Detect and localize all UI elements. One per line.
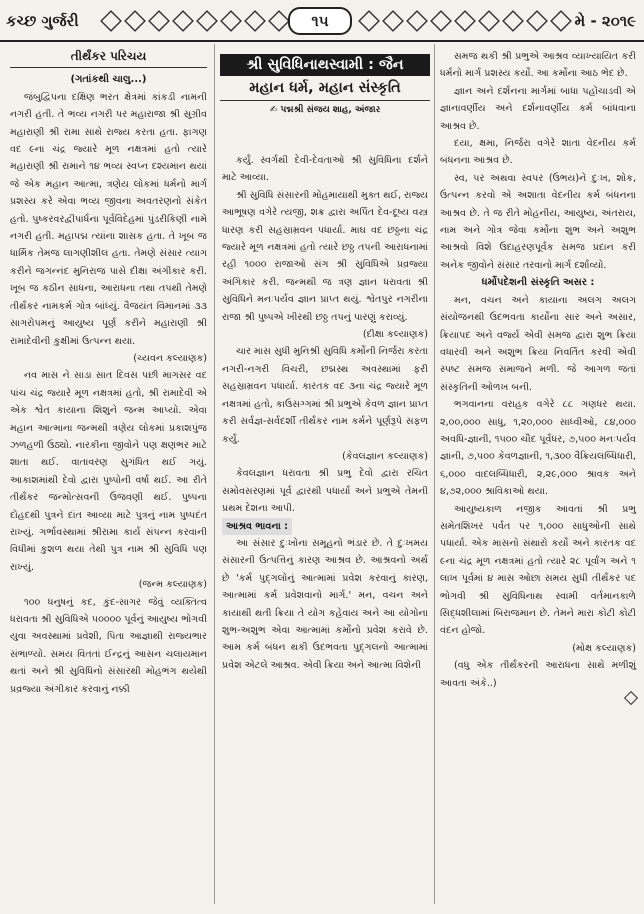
paragraph: સમજ થકી શ્રી પ્રભુએ આશ્રવ વ્યાખ્યાયિત કરી ધર્મનો માર્ગ પ્રશસ્ય કર્યો. આ કર્મોના આઠ ભેદ છે.	[440, 51, 636, 80]
paragraph: ભગવાનના વરાહક વગેરે ૮૮ ગણધર થયા. ૨,૦૦,૦૦૦ સાધુ, ૧,૨૦,૦૦૦ સાધ્વીઓ, ૮૪,૦૦૦ અવધિ-જ્ઞાની, ૧૫૦૦ ચૌદ પૂર્વધર, ૭,૫૦૦ મનઃપર્યવ જ્ઞાની, ૭,૫૦૦ કેવળજ્ઞાની, ૧,૩૦૦ વૈક્રિયલબ્ધિધારી, ૬,૦૦૦ વાદલબ્ધિધારી, ૨,૨૯,૦૦૦ શ્રાવક અને ૪,૭૨,૦૦૦ શ્રાવિકાઓ થયા.	[440, 399, 636, 498]
paragraph: નવ માસ ને સાડા સાત દિવસ પછી માગસર વદ પાંચ ચંદ્ર જ્યારે મૂળ નક્ષત્રમાં હતો, શ્રી રામાદેવી એ એક શ્વેત કાયાના શિશુને જન્મ આપ્યો. એવા મહાન આત્માના જન્મથી ત્રણેય લોકમાં પ્રકાશપુંજ ઝળહળી ઉઠ્યો. નારકીના જીવોને પણ ક્ષણભર માટે શાતા થઈ. વાતાવરણ સુગંધિત થઈ ગયું. આકાશમાંથી દેવો દ્વારા પુષ્પોની વર્ષા થઈ. આ રીતે તીર્થંકર જન્મોત્સવની ઉજવણી થઈ. પુષ્પના દોહદથી પુત્રને દાંત આવ્યા માટે પુત્રનું નામ પુષ્પદંત રાખ્યું. ગર્ભાવસ્થામાં શ્રીરામા કાર્ય સંપન્ન કરવાની વિધીમાં કુશળ થયા તેથી પુત્ર નામ શ્રી સુવિધિ પણ રાખ્યું.	[10, 370, 207, 573]
column-divider	[214, 44, 215, 904]
subsection-heading: ધર્મોપદેશની સંસ્કૃતિ અસર :	[481, 277, 595, 289]
paragraph: કર્યું. સ્વર્ગથી દેવી-દેવતાઓ શ્રી સુવિધિના દર્શને માટે આવ્યા.	[222, 155, 428, 184]
ornament-left-icon	[100, 10, 290, 30]
source-note: (દીક્ષા કલ્યાણક)	[362, 329, 428, 341]
byline: ✍ પદ્મશ્રી સંજય શાહ, અંજાર	[269, 105, 381, 115]
section-heading: તીર્થંકર પરિચય	[10, 48, 207, 68]
source-note: (જન્મ કલ્યાણક)	[138, 579, 207, 591]
paragraph: કેવલજ્ઞાન ધરાવતા શ્રી પ્રભુ દેવો દ્વારા રચિત સમોવસરણમાં પૂર્વ દ્વારથી પધાર્યા અને પ્રભુએ તેમની પ્રથમ દેશના આપી.	[222, 468, 428, 515]
article-title-block	[220, 46, 430, 146]
end-mark-icon	[624, 691, 638, 705]
column-left	[10, 48, 207, 698]
source-note: (ચ્યવન કલ્યાણક)	[133, 352, 207, 364]
page-number: ૧૫	[288, 7, 352, 35]
article-title-2: મહાન ધર્મ, મહાન સંસ્કૃતિ	[220, 80, 430, 101]
subsection-heading: આશ્રવ ભાવના :	[222, 518, 292, 535]
paragraph: શ્રી સુવિધિ સંસારની મોહમાયાથી મુક્ત થઈ, રાજ્ય આભૂષણ વગેરે ત્યજી, શક્ર દ્વારા અર્પિત દેવ-દૂષ્ય વસ્ત્ર ધારણ કરી સહસ્રામ્રવન પધાર્યા. માઘ વદ છઠ્ઠના ચંદ્ર જ્યારે મૂળ નક્ષત્રમાં હતો ત્યારે છઠ્ઠ તપની આરાધનામાં રહી ૧૦૦૦ રાજાઓ સંગ શ્રી સુવિધિએ પ્રવ્રજ્યા અંગિકાર કરી. જન્મથી જ ત્રણ જ્ઞાન ધરાવતા શ્રી સુવિધિને મનઃપર્યવ જ્ઞાન પ્રાપ્ત થયું. શ્વેતપુર નગરીના રાજા શ્રી પુષ્પએ ખીરથી છઠ્ઠ તપનું પારણું કરાવ્યું.	[222, 189, 428, 323]
paragraph: ૧૦૦ ધનુષનું કદ, કુંદ-સાગર જેવું વ્યક્તિત્વ ધરાવતા શ્રી સુવિધિએ ૫૦૦૦૦ પૂર્વનું આયુષ્ય ભોગવી યુવા અવસ્થામાં પ્રવેશી, પિતા આજ્ઞાથી રાજ્યભાર સંભાળ્યો. સમય વિતતાં ઈન્દ્રનું આસન ચલાયમાન થતાં અને શ્રી સુવિધિનો સંસારથી મોહભંગ થયેથી પ્રવ્રજ્યા અંગીકાર કરવાનું નક્કી	[10, 596, 207, 695]
section-subheading: (ગતાંકથી ચાલુ...)	[70, 74, 147, 86]
article-title: શ્રી સુવિધિનાથસ્વામી : જૈન	[220, 54, 430, 76]
paragraph: આ સંસાર દુઃખોના સમૂહનો ભંડાર છે. તે દુઃખમય સંસારની ઉત્પત્તિનું કારણ આશ્રવ છે. આશ્રવનો અર્થ છે 'કર્મ પુદ્ગલોનું આત્મામાં પ્રવેશ કરવાનું કારણ, આત્મામાં કર્મ પ્રવેશવાનો માર્ગ.' મન, વચન અને કાયાથી થતી ક્રિયા તે યોગ કહેવાય અને આ યોગોના શુભ-અશુભ એવા આત્મામાં કર્મોનો પ્રવેશ કરાવે છે. આમ કર્મ બંધન થકી ઉદભવતા પુદ્ગલનો આત્મામાં પ્રવેશ એટલે આશ્રવ. એવી ક્રિયા અને આત્મા વિશેની	[222, 537, 428, 671]
paragraph: આયુષ્યકાળ નજીક આવતાં શ્રી પ્રભુ સમેતશિખર પર્વત પર ૧,૦૦૦ સાધુઓની સાથે પધાર્યા. એક માસનો સંથારો કર્યો અને કારતક વદ ૯ના ચંદ્ર મૂળ નક્ષત્રમાં હતો ત્યારે ૨૮ પૂર્વાંગ અને ૧ લાખ પૂર્વમાં ૪ માસ ઓછા સમય સુધી તીર્થંકર પદ ભોગવી શ્રી સુવિધિનાથ સ્વામી વર્તમાનકાળે સિદ્ધશીલામાં બિરાજમાન છે. તેમને મારા કોટી કોટી વંદન હોજો.	[440, 503, 636, 637]
source-note: (કેવલજ્ઞાન કલ્યાણક)	[342, 450, 428, 462]
ornament-right-icon	[358, 10, 572, 30]
paragraph: દયા, ક્ષમા, નિર્જરા વગેરે શાતા વેદનીય કર્મ બંધનના આશ્રવ છે.	[440, 138, 636, 167]
column-middle	[222, 152, 428, 674]
paragraph: સ્વ, પર અથવા સ્વપર (ઉભય)ને દુઃખ, શોક, ઉત્પન્ન કરવો એ અશાતા વેદનીય કર્મ બંધનના આશ્રવ છે. તે જ રીતે મોહનીય, આયુષ્ય, અંતરાય, નામ અને ગોત્ર જેવા કર્મોના શુભ અને અશુભ આશ્રવો વિશે ઉદાહરણપૂર્વક સમજ પ્રદાન કરી અનેક જીવોને સંસાર તરવાનો માર્ગ દર્શાવ્યો.	[440, 172, 636, 271]
column-right	[440, 48, 636, 709]
paragraph: ચાર માસ સુધી મુનિશ્રી સુવિધિ કર્મોની નિર્જરા કરતા નગરી-નગરી વિચરી, છદ્મસ્થ અવસ્થામાં ફરી સહસ્રામ્રવન પધાર્યા. કારતક વદ ૩ના ચંદ્ર જ્યારે મૂળ નક્ષત્રમાં હતો, કાઉસગ્ગમાં શ્રી પ્રભુએ કેવળ જ્ઞાન પ્રાપ્ત કરી સર્વજ્ઞ-સર્વદર્શી તીર્થંકર નામ કર્મને પૂર્ણરૂપે સફળ કર્યું.	[222, 346, 429, 445]
issue-date: મે - ૨૦૧૯	[574, 12, 636, 30]
paragraph: મન, વચન અને કાયાના અલગ અલગ સંયોજનથી ઉદભવતા કાર્યોના સાર અને અસાર, ક્રિયાપદ અને વર્જ્ય એવી સમજ દ્વારા શુભ ક્રિયા વધારવી અને અશુભ ક્રિયા નિવર્તિત કરવી એવી સ્પષ્ટ સમજ સમાજને મળી. જે આગળ જતાં સંસ્કૃતિની ઓળખ બની.	[440, 294, 636, 393]
column-divider	[434, 44, 435, 904]
magazine-title: કચ્છ ગુર્જરી	[6, 12, 79, 30]
paragraph: (વધુ એક તીર્થંકરની આરાધના સાથે મળીશું આવતા અંકે..)	[440, 660, 636, 689]
paragraph: જ્ઞાન અને દર્શનના માર્ગમાં બાધા પહોંચાડવી એ જ્ઞાનાવર્ણીય અને દર્શનાવર્ણીય કર્મ બાંધવાના આશ્રવ છે.	[440, 85, 636, 132]
paragraph: જંબુદ્વિપના દક્ષિણ ભરત ક્ષેત્રમાં કાંકડી નામની નગરી હતી. તે ભવ્ય નગરી પર મહારાજા શ્રી સુગ્રીવ મહારાણી શ્રી રામા સાથે રાજ્ય કરતા હતા. ફાગણ વદ ૯ના ચંદ્ર જ્યારે મૂળ નક્ષત્રમાં હતો ત્યારે મહારાણી શ્રી રામાને ૧૪ ભવ્ય સ્વપ્ન દશ્યમાન થયાં જે એક મહાન આત્મા, ત્રણેય લોકમાં ધર્મનો માર્ગ પ્રશસ્ય કરે એવા ભવ્ય જીવના અવતરણનો સંકેત હતો. પુષ્કરવરદ્વીપાર્ધના પૂર્વવિદેહમાં પુંડરીકિણી નામે નગરી હતી. મહાપદ્મ ત્યાંના શાસક હતા. તે ખૂબ જ ધાર્મિક તેમજ લાગણીશીલ હતા. તેમણે સંસાર ત્યાગ કરીને જગન્નંદ મુનિરાજ પાસે દીક્ષા અંગીકાર કરી. ખૂબ જ કઠીન સાધના, આરાધના તથા તપથી તેમણે તીર્થંકર નામકર્મ ગોત્ર બાંધ્યું. વૈજયંત વિમાનમાં ૩૩ સાગરોપમનું આયુષ્ય પૂર્ણ કરીને મહારાણી શ્રી રામાદેવીની કુક્ષીમાં ઉત્પન્ન થયા.	[10, 91, 207, 347]
source-note: (મોક્ષ કલ્યાણક)	[572, 642, 636, 654]
page-header	[0, 0, 644, 42]
